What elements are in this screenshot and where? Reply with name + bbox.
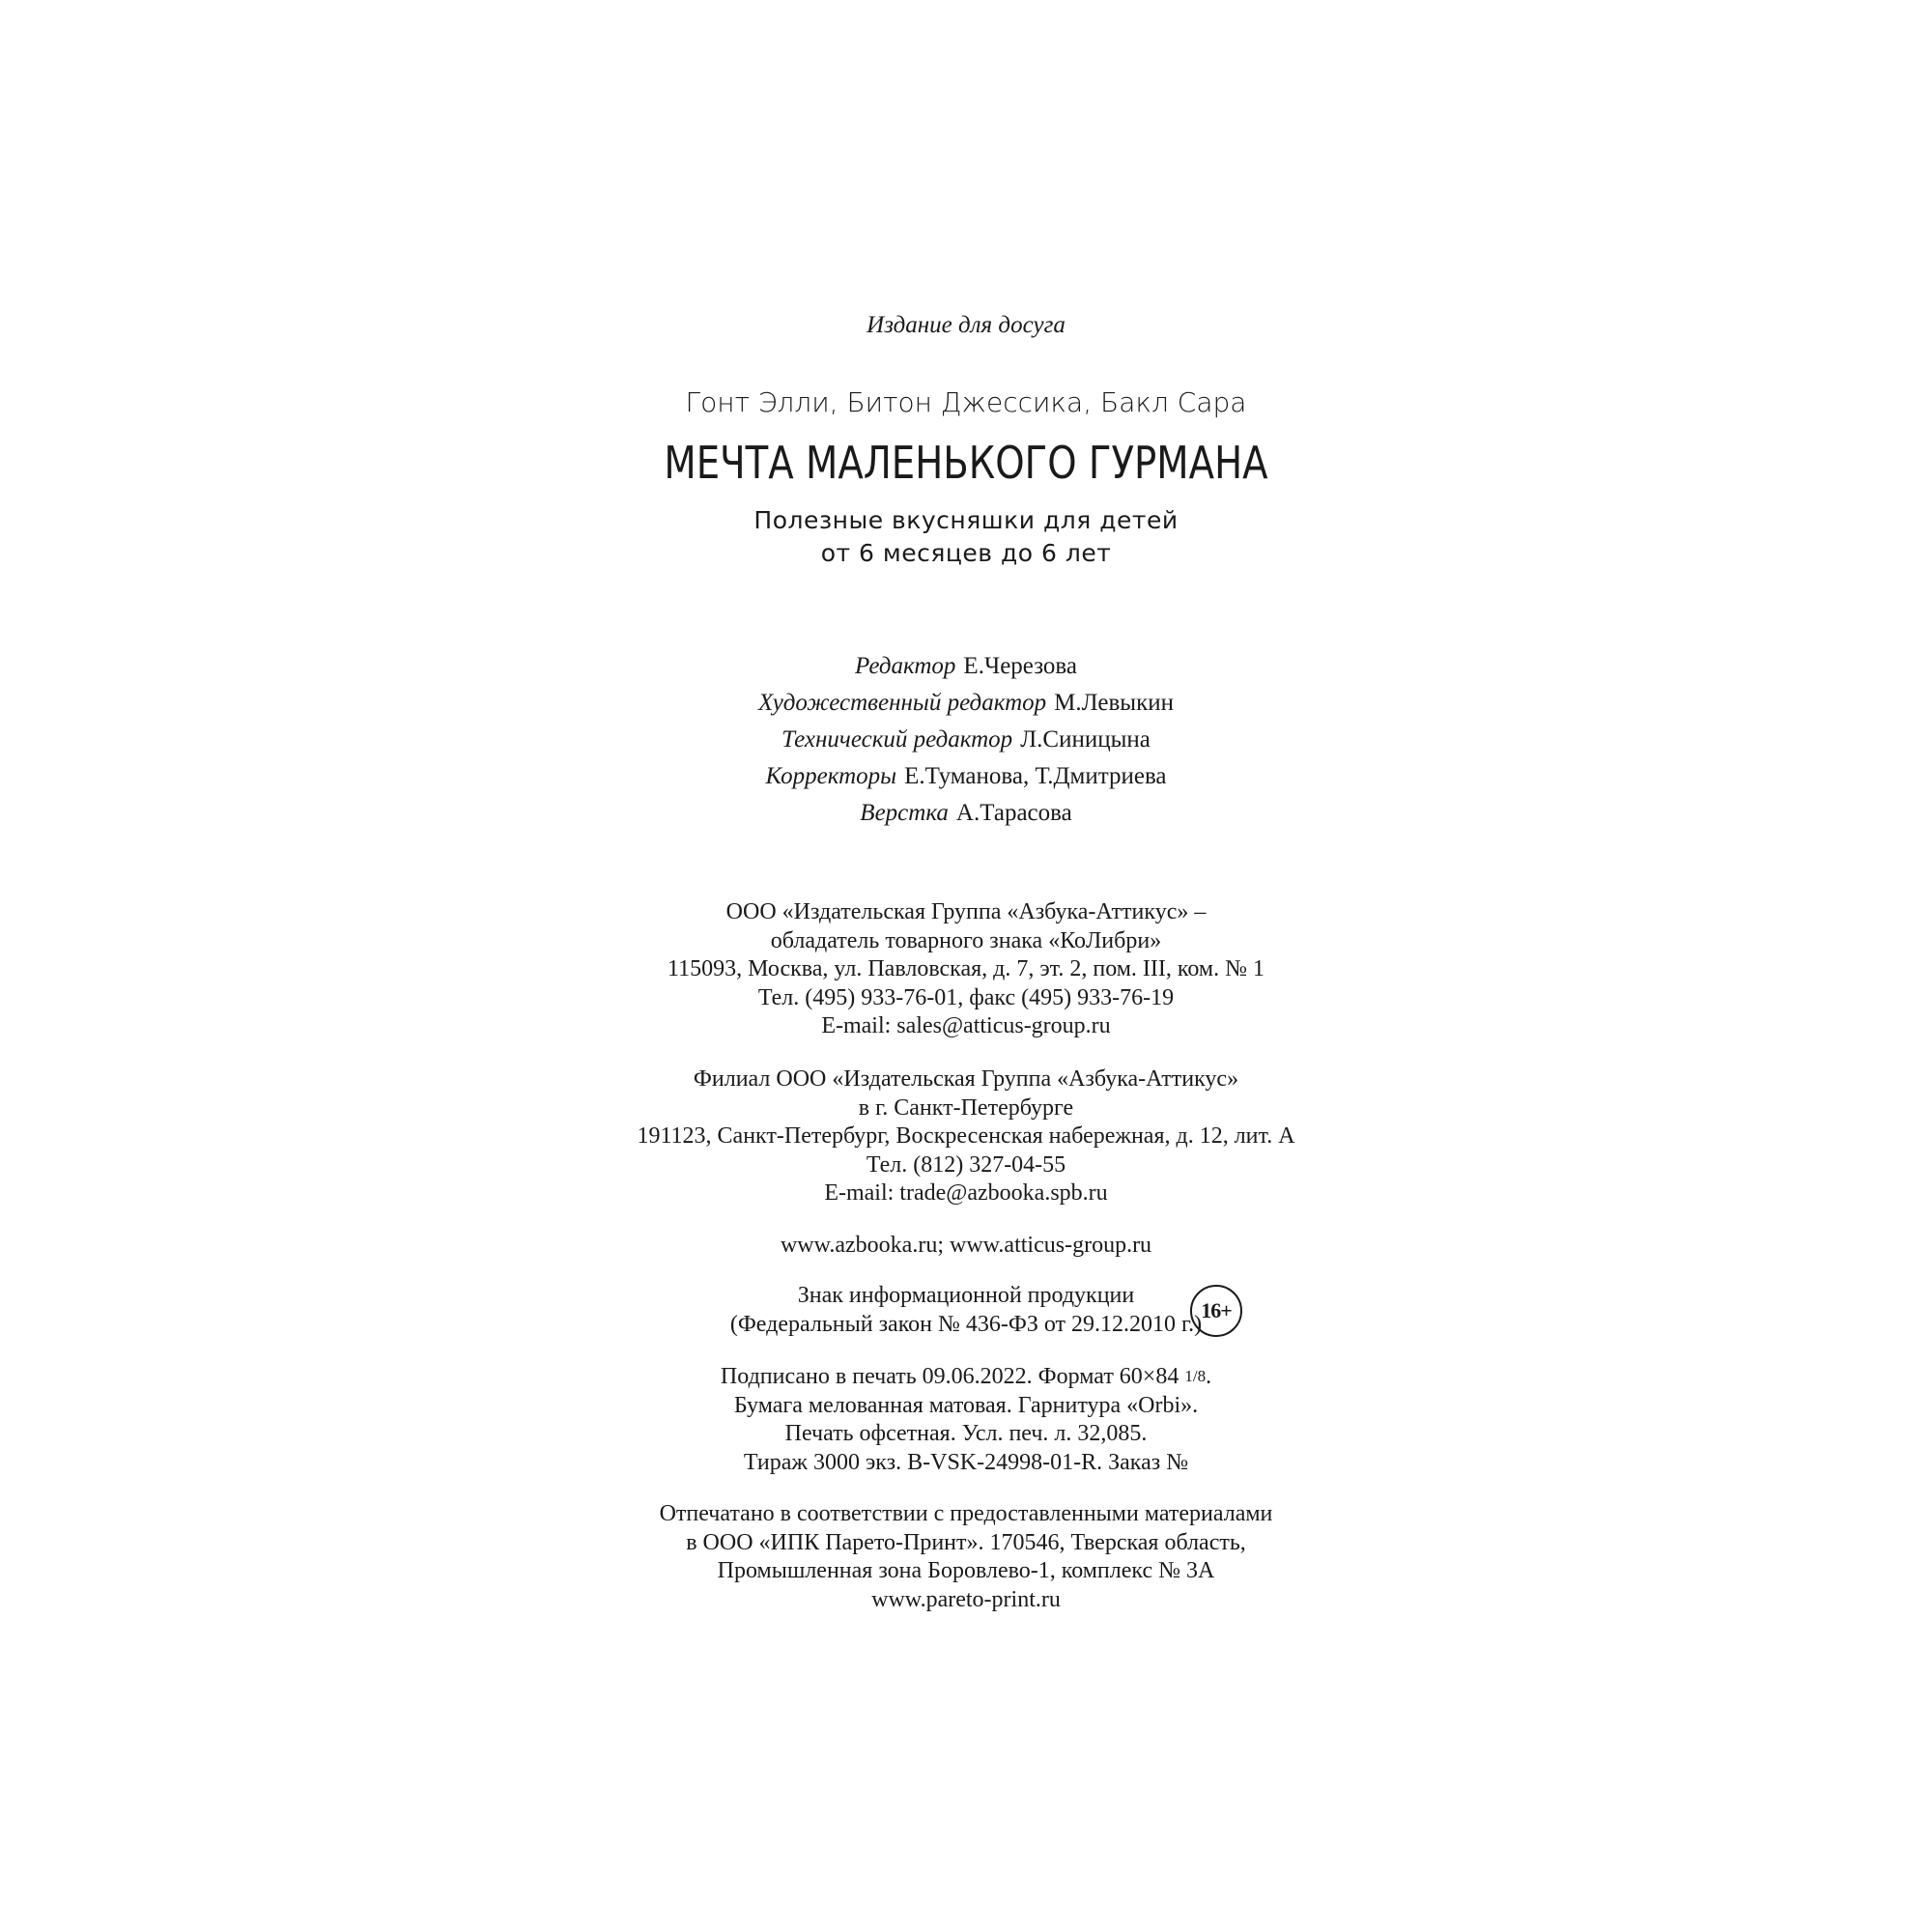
subtitle-line: Полезные вкусняшки для детей <box>753 506 1179 534</box>
printer-website: www.pareto-print.ru <box>871 1586 1061 1612</box>
print-info <box>0 1362 1932 1477</box>
printer-info <box>0 1500 1932 1614</box>
credit-role: Корректоры <box>765 763 897 789</box>
print-info-format <box>0 1362 1932 1392</box>
book-title: МЕЧТА МАЛЕНЬКОГО ГУРМАНА <box>664 437 1268 489</box>
authors: Гонт Элли, Битон Джессика, Бакл Сара <box>685 386 1247 418</box>
credits <box>0 648 1932 832</box>
credit-name: А.Тарасова <box>955 800 1072 826</box>
credit-tech-editor <box>0 722 1932 758</box>
credit-role: Верстка <box>860 800 949 826</box>
print-info-line: Тираж 3000 экз. B-VSK-24998-01-R. Заказ № <box>743 1449 1189 1475</box>
printer-line: в ООО «ИПК Парето-Принт». 170546, Тверская область, <box>686 1529 1246 1555</box>
print-info-line: Печать офсетная. Усл. печ. л. 32,085. <box>784 1421 1148 1446</box>
printer-line: Промышленная зона Боровлево-1, комплекс № 3А <box>717 1558 1215 1583</box>
subtitle-line: от 6 месяцев до 6 лет <box>820 539 1112 567</box>
info-sign <box>0 1282 1932 1339</box>
book-subtitle <box>0 504 1932 570</box>
credit-role: Технический редактор <box>781 726 1013 753</box>
age-rating-badge: 16+ <box>1190 1285 1242 1337</box>
format-fraction: 1/8 <box>1184 1367 1207 1385</box>
print-info-text: Подписано в печать 09.06.2022. Формат 60×84 <box>720 1364 1185 1389</box>
publisher-line: ООО «Издательская Группа «Азбука-Аттикус» – <box>725 899 1207 924</box>
branch-email: E-mail: trade@azbooka.spb.ru <box>824 1180 1108 1206</box>
branch-line: Тел. (812) 327-04-55 <box>866 1151 1066 1178</box>
credit-editor <box>0 648 1932 685</box>
branch-line: Филиал ООО «Издательская Группа «Азбука-Аттикус» <box>693 1066 1239 1092</box>
publisher-line: 115093, Москва, ул. Павловская, д. 7, эт. 2, пом. III, ком. № 1 <box>668 956 1264 981</box>
print-info-text: . <box>1206 1364 1212 1389</box>
credit-art-editor <box>0 685 1932 722</box>
printer-line: Отпечатано в соответствии с предоставленными материалами <box>659 1501 1273 1526</box>
publisher-line: обладатель товарного знака «КоЛибри» <box>770 927 1162 953</box>
credit-role: Редактор <box>855 653 956 679</box>
branch-line: в г. Санкт-Петербурге <box>858 1094 1074 1121</box>
credit-name: М.Левыкин <box>1054 690 1174 716</box>
branch-info <box>0 1065 1932 1208</box>
edition-type: Издание для досуга <box>867 312 1065 338</box>
publisher-info <box>0 898 1932 1041</box>
publisher-email: E-mail: sales@atticus-group.ru <box>821 1013 1111 1038</box>
print-info-line: Бумага мелованная матовая. Гарнитура «Orbi». <box>733 1392 1199 1418</box>
credit-role: Художественный редактор <box>757 690 1047 716</box>
credit-name: Е.Туманова, Т.Дмитриева <box>904 763 1167 789</box>
info-sign-line: Знак информационной продукции <box>797 1283 1135 1308</box>
publisher-line: Тел. (495) 933-76-01, факс (495) 933-76-19 <box>757 984 1175 1010</box>
credit-name: Е.Черезова <box>963 653 1077 679</box>
credit-name: Л.Синицына <box>1020 726 1151 753</box>
branch-line: 191123, Санкт-Петербург, Воскресенская набережная, д. 12, лит. А <box>637 1123 1295 1149</box>
info-sign-law: (Федеральный закон № 436-ФЗ от 29.12.2010 г.) <box>729 1311 1203 1337</box>
websites: www.azbooka.ru; www.atticus-group.ru <box>780 1233 1152 1258</box>
credit-layout <box>0 795 1932 832</box>
credit-proofreaders <box>0 758 1932 795</box>
